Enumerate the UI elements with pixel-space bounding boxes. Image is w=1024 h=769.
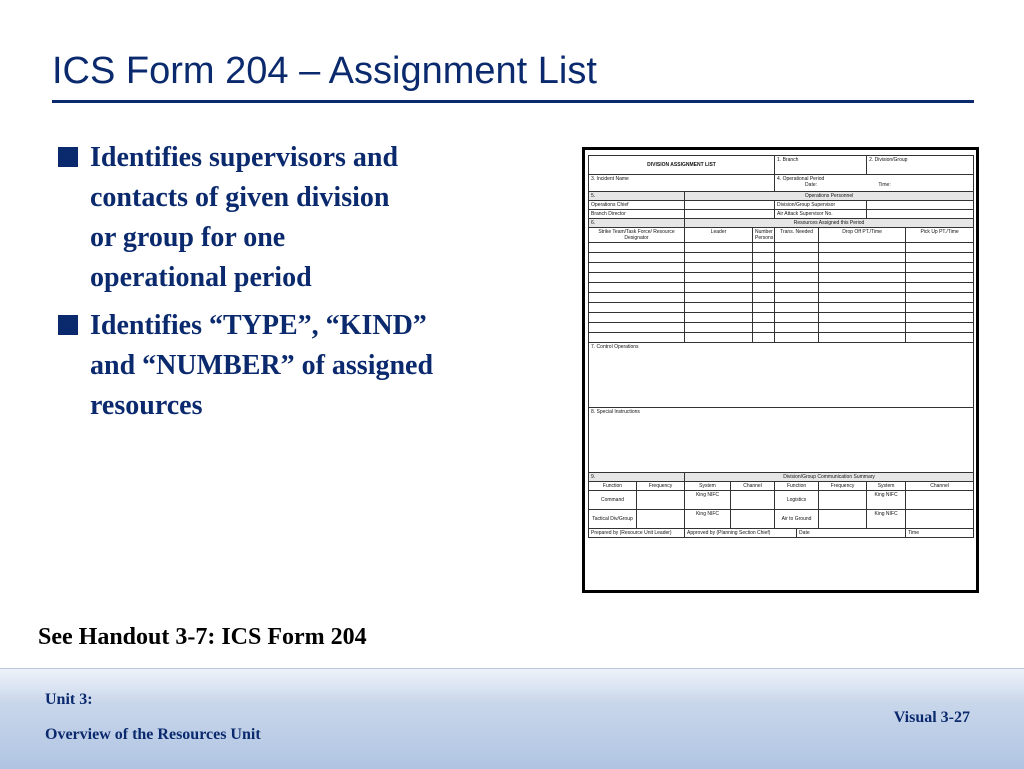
form-resource-row bbox=[589, 263, 974, 273]
bullet-line: operational period bbox=[90, 262, 312, 293]
form-resource-row bbox=[589, 313, 974, 323]
handout-reference: See Handout 3-7: ICS Form 204 bbox=[38, 624, 367, 650]
footer-subtitle: Overview of the Resources Unit bbox=[45, 726, 261, 743]
form-comm-col: Function bbox=[775, 482, 819, 491]
title-divider bbox=[52, 100, 974, 103]
form-blank bbox=[731, 491, 775, 510]
form-col-designator: Strike Team/Task Force/ Resource Designator bbox=[589, 228, 685, 243]
form-blank bbox=[906, 491, 974, 510]
form-air-attack: Air Attack Supervisor No. bbox=[775, 210, 867, 219]
form-resource-row bbox=[589, 273, 974, 283]
form-comm-left-function: Command bbox=[589, 491, 637, 510]
form-div-supervisor: Division/Group Supervisor bbox=[775, 201, 867, 210]
form-comm-num: 9. bbox=[589, 473, 685, 482]
form-branch-director: Branch Director bbox=[589, 210, 685, 219]
form-blank bbox=[819, 510, 867, 529]
form-blank bbox=[819, 491, 867, 510]
form-comm-left-function: Tactical Div/Group bbox=[589, 510, 637, 529]
form-resources-assigned: Resources Assigned this Period bbox=[685, 219, 974, 228]
form-resource-row bbox=[589, 303, 974, 313]
form-res-num: 6. bbox=[589, 219, 685, 228]
form-col-dropoff: Drop Off PT./Time bbox=[819, 228, 906, 243]
form-comm-left-system: King NIFC bbox=[685, 510, 731, 529]
form-ops-num: 5. bbox=[589, 192, 685, 201]
ics-form-204-image bbox=[582, 147, 979, 593]
form-incident-name: 3. Incident Name bbox=[589, 175, 775, 192]
form-comm-summary: Division/Group Communication Summary bbox=[685, 473, 974, 482]
bullet-list bbox=[58, 138, 528, 434]
bullet-line: Identifies “TYPE”, “KIND” bbox=[90, 310, 427, 341]
form-col-number: Number Persons bbox=[753, 228, 775, 243]
form-header: DIVISION ASSIGNMENT LIST bbox=[589, 156, 775, 175]
bullet-line: or group for one bbox=[90, 222, 286, 253]
form-control-ops: 7. Control Operations bbox=[589, 343, 974, 408]
form-comm-col: System bbox=[867, 482, 906, 491]
form-blank bbox=[685, 201, 775, 210]
form-comm-col: Channel bbox=[906, 482, 974, 491]
form-comm-right-function: Air to Ground bbox=[775, 510, 819, 529]
form-time: Time: bbox=[878, 182, 891, 188]
form-sign-time: Time bbox=[906, 529, 974, 538]
form-prepared-by: Prepared by (Resource Unit Leader) bbox=[589, 529, 685, 538]
square-bullet-icon bbox=[58, 147, 78, 167]
form-branch: 1. Branch bbox=[775, 156, 867, 175]
form-blank bbox=[685, 210, 775, 219]
bullet-line: resources bbox=[90, 390, 203, 421]
form-resource-row bbox=[589, 293, 974, 303]
form-op-period: 4. Operational Period bbox=[777, 176, 825, 182]
form-blank bbox=[867, 201, 974, 210]
form-comm-col: Channel bbox=[731, 482, 775, 491]
form-approved-by: Approved by (Planning Section Chief) bbox=[685, 529, 797, 538]
form-resource-row bbox=[589, 333, 974, 343]
form-comm-col: Frequency bbox=[637, 482, 685, 491]
form-resource-row bbox=[589, 253, 974, 263]
form-col-trans: Trans. Needed bbox=[775, 228, 819, 243]
form-blank bbox=[867, 210, 974, 219]
form-comm-col: Frequency bbox=[819, 482, 867, 491]
bullet-item bbox=[58, 306, 528, 426]
form-division: 2. Division/Group bbox=[867, 156, 974, 175]
form-blank bbox=[731, 510, 775, 529]
form-comm-right-system: King NIFC bbox=[867, 491, 906, 510]
bullet-line: Identifies supervisors and bbox=[90, 142, 399, 173]
form-table bbox=[588, 155, 974, 538]
form-special-instructions: 8. Special Instructions bbox=[589, 408, 974, 473]
square-bullet-icon bbox=[58, 315, 78, 335]
bullet-line: contacts of given division bbox=[90, 182, 390, 213]
form-comm-col: Function bbox=[589, 482, 637, 491]
slide-title: ICS Form 204 – Assignment List bbox=[52, 50, 597, 92]
bullet-item bbox=[58, 138, 528, 298]
bullet-line: and “NUMBER” of assigned bbox=[90, 350, 434, 381]
form-comm-col: System bbox=[685, 482, 731, 491]
form-ops-personnel: Operations Personnel bbox=[685, 192, 974, 201]
form-blank bbox=[906, 510, 974, 529]
form-sign-date: Date bbox=[797, 529, 906, 538]
form-ops-chief: Operations Chief bbox=[589, 201, 685, 210]
form-resource-row bbox=[589, 243, 974, 253]
form-resource-row bbox=[589, 283, 974, 293]
form-col-pickup: Pick Up PT./Time bbox=[906, 228, 974, 243]
form-resource-row bbox=[589, 323, 974, 333]
form-date: Date: bbox=[805, 182, 817, 188]
form-comm-right-function: Logistics bbox=[775, 491, 819, 510]
footer-unit: Unit 3: bbox=[45, 691, 93, 708]
form-blank bbox=[637, 491, 685, 510]
footer-visual-number: Visual 3-27 bbox=[893, 709, 970, 726]
form-op-period-cell bbox=[775, 175, 974, 192]
form-comm-left-system: King NIFC bbox=[685, 491, 731, 510]
form-col-leader: Leader bbox=[685, 228, 753, 243]
form-blank bbox=[637, 510, 685, 529]
form-comm-right-system: King NIFC bbox=[867, 510, 906, 529]
slide-footer bbox=[0, 668, 1024, 769]
